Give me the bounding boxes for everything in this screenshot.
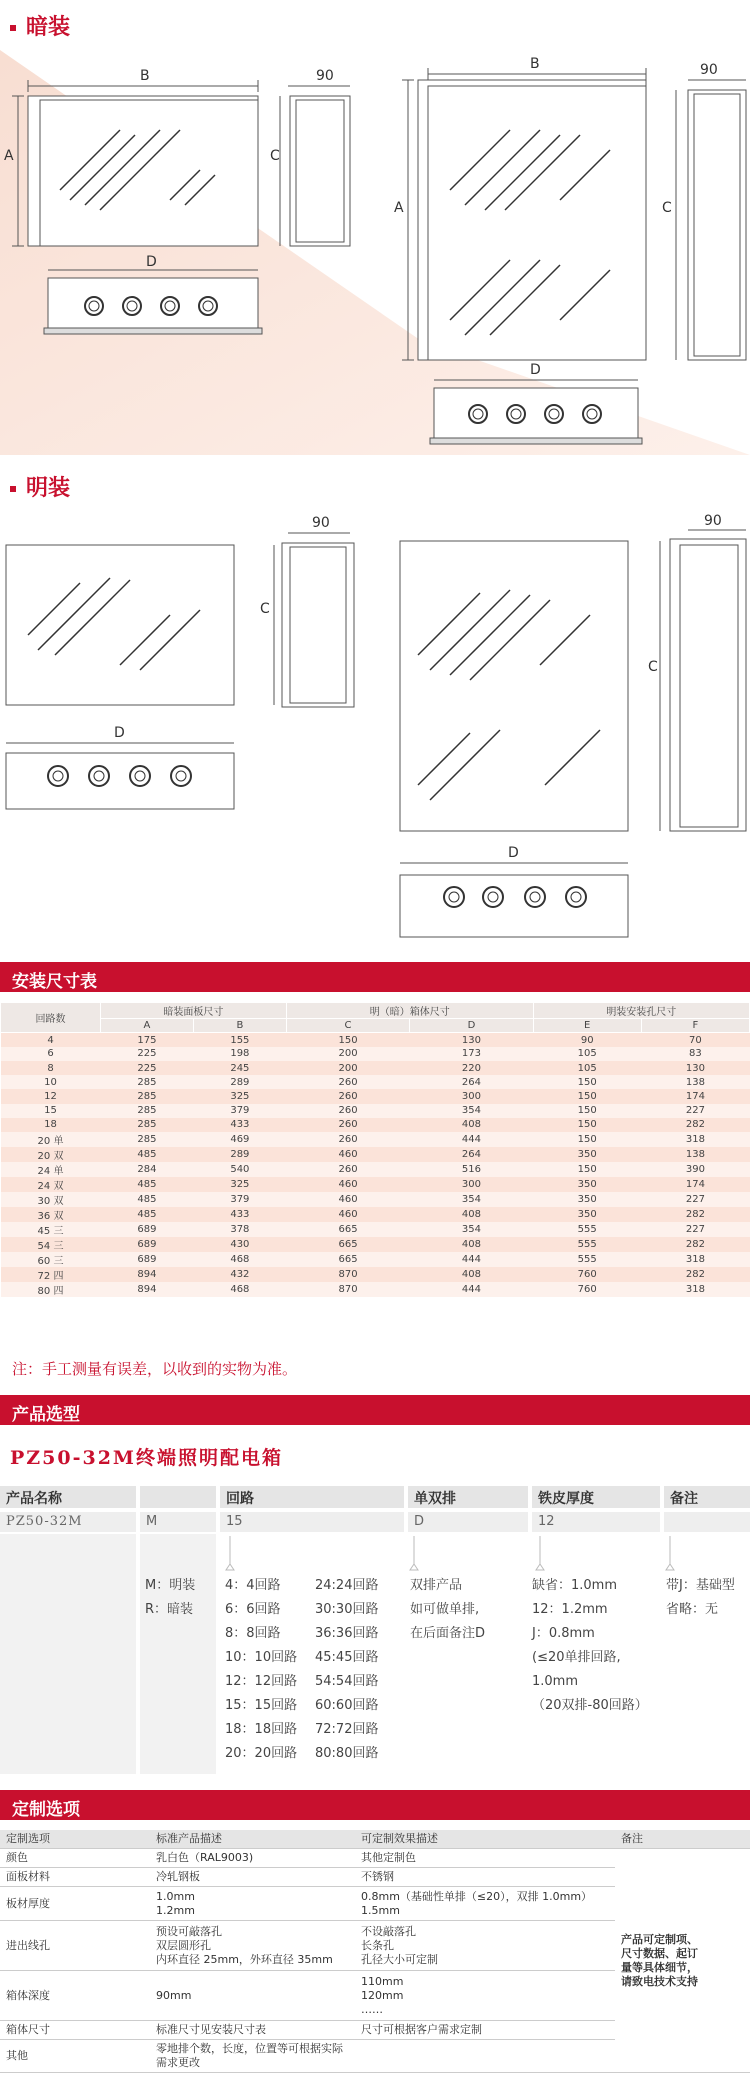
size-row <box>1 1237 750 1252</box>
col-c: C <box>286 1019 409 1033</box>
concealed-section <box>0 0 750 455</box>
custom-effect: 0.8mm（基础性单排（≤20），双排 1.0mm） 1.5mm <box>355 1887 615 1921</box>
size-cell: 555 <box>533 1222 641 1237</box>
custom-effect: 尺寸可根据客户需求定制 <box>355 2021 615 2040</box>
size-cell: 173 <box>410 1047 533 1061</box>
size-cell: 80 四 <box>1 1282 101 1297</box>
size-cell: 689 <box>101 1237 194 1252</box>
custom-standard: 90mm <box>150 1971 355 2021</box>
size-cell: 285 <box>101 1118 194 1132</box>
size-cell: 175 <box>101 1033 194 1047</box>
size-cell: 350 <box>533 1177 641 1192</box>
thick-options: 缺省：1.0mm 12：1.2mm J：0.8mm (≤20单排回路, 1.0mm （20双排-80回路） <box>532 1578 648 1713</box>
dim-depth-surface-large: 90 <box>704 513 722 529</box>
size-cell: 350 <box>533 1192 641 1207</box>
size-cell: 469 <box>193 1132 286 1147</box>
size-cell: 300 <box>410 1089 533 1103</box>
size-cell: 444 <box>410 1282 533 1297</box>
size-row <box>1 1061 750 1075</box>
col-a: A <box>101 1019 194 1033</box>
size-row <box>1 1222 750 1237</box>
size-cell: 83 <box>641 1047 749 1061</box>
size-cell: 282 <box>641 1237 749 1252</box>
size-cell: 260 <box>286 1118 409 1132</box>
size-cell: 430 <box>193 1237 286 1252</box>
size-cell: 325 <box>193 1177 286 1192</box>
dim-depth-large: 90 <box>700 62 718 78</box>
size-cell: 130 <box>641 1061 749 1075</box>
size-cell: 665 <box>286 1222 409 1237</box>
size-cell: 350 <box>533 1207 641 1222</box>
size-cell: 284 <box>101 1162 194 1177</box>
size-cell: 350 <box>533 1147 641 1162</box>
model-title: PZ50-32M终端照明配电箱 <box>10 1447 283 1469</box>
group-panel: 暗装面板尺寸 <box>101 1003 287 1019</box>
size-cell: 665 <box>286 1252 409 1267</box>
dim-a-large: A <box>394 200 404 216</box>
sel-head-mount <box>140 1486 216 1508</box>
size-cell: 408 <box>410 1237 533 1252</box>
size-cell: 408 <box>410 1118 533 1132</box>
selection-header: 产品选型 <box>0 1395 750 1425</box>
size-cell: 200 <box>286 1061 409 1075</box>
size-cell: 198 <box>193 1047 286 1061</box>
size-cell: 354 <box>410 1104 533 1118</box>
sel-val-row: D <box>408 1512 528 1532</box>
size-cell: 220 <box>410 1061 533 1075</box>
custom-col-option: 定制选项 <box>0 1830 150 1849</box>
size-cell: 485 <box>101 1147 194 1162</box>
size-row <box>1 1177 750 1192</box>
size-cell: 894 <box>101 1282 194 1297</box>
custom-option: 进出线孔 <box>0 1921 150 1971</box>
size-cell: 444 <box>410 1132 533 1147</box>
concealed-drawings <box>0 0 750 455</box>
size-cell: 72 四 <box>1 1267 101 1282</box>
size-cell: 468 <box>193 1252 286 1267</box>
size-cell: 12 <box>1 1089 101 1103</box>
sel-val-remark <box>664 1512 750 1532</box>
size-row <box>1 1252 750 1267</box>
sel-head-name: 产品名称 <box>0 1486 136 1508</box>
size-cell: 460 <box>286 1147 409 1162</box>
custom-effect: 110mm 120mm …… <box>355 1971 615 2021</box>
dim-d-large: D <box>530 362 541 378</box>
size-cell: 138 <box>641 1147 749 1162</box>
size-cell: 390 <box>641 1162 749 1177</box>
size-cell: 433 <box>193 1207 286 1222</box>
dim-depth-surface-small: 90 <box>312 515 330 531</box>
size-cell: 225 <box>101 1061 194 1075</box>
remark-options: 带J：基础型 省略：无 <box>666 1578 735 1617</box>
size-cell: 555 <box>533 1237 641 1252</box>
custom-effect <box>355 2040 615 2073</box>
size-cell: 289 <box>193 1147 286 1162</box>
size-cell: 20 单 <box>1 1132 101 1147</box>
size-cell: 689 <box>101 1222 194 1237</box>
size-cell: 433 <box>193 1118 286 1132</box>
dim-b-large: B <box>530 56 540 72</box>
size-cell: 4 <box>1 1033 101 1047</box>
size-cell: 260 <box>286 1132 409 1147</box>
size-cell: 408 <box>410 1207 533 1222</box>
dim-b-small: B <box>140 68 150 84</box>
size-cell: 6 <box>1 1047 101 1061</box>
size-cell: 318 <box>641 1132 749 1147</box>
size-cell: 150 <box>533 1075 641 1089</box>
circuit-options-1: 4：4回路 6：6回路 8：8回路 10：10回路 12：12回路 15：15回路 18：18回路 20：20回路 <box>225 1578 298 1761</box>
size-cell: 150 <box>533 1118 641 1132</box>
size-cell: 24 双 <box>1 1177 101 1192</box>
size-cell: 300 <box>410 1177 533 1192</box>
size-cell: 285 <box>101 1075 194 1089</box>
surface-section <box>0 455 750 955</box>
size-row <box>1 1147 750 1162</box>
size-cell: 282 <box>641 1207 749 1222</box>
size-cell: 10 <box>1 1075 101 1089</box>
custom-standard: 乳白色（RAL9003) <box>150 1849 355 1868</box>
size-cell: 105 <box>533 1047 641 1061</box>
size-row <box>1 1047 750 1061</box>
size-cell: 408 <box>410 1267 533 1282</box>
custom-row <box>0 1849 750 1868</box>
custom-col-standard: 标准产品描述 <box>150 1830 355 1849</box>
col-d: D <box>410 1019 533 1033</box>
custom-col-custom: 可定制效果描述 <box>355 1830 615 1849</box>
col-b: B <box>193 1019 286 1033</box>
size-cell: 150 <box>533 1104 641 1118</box>
custom-remark: 产品可定制项、 尺寸数据、起订 量等具体细节， 请致电技术支持 <box>615 1849 750 2073</box>
size-cell: 555 <box>533 1252 641 1267</box>
size-cell: 760 <box>533 1282 641 1297</box>
size-cell: 138 <box>641 1075 749 1089</box>
size-row <box>1 1075 750 1089</box>
dim-c-surface-large: C <box>648 659 658 675</box>
size-cell: 894 <box>101 1267 194 1282</box>
dim-depth-small: 90 <box>316 68 334 84</box>
size-cell: 150 <box>533 1132 641 1147</box>
dim-c-surface-small: C <box>260 601 270 617</box>
circuit-options-2: 24:24回路 30:30回路 36:36回路 45:45回路 54:54回路 60:60回路 72:72回路 80:80回路 <box>315 1578 379 1761</box>
size-cell: 285 <box>101 1132 194 1147</box>
size-cell: 225 <box>101 1047 194 1061</box>
size-cell: 60 三 <box>1 1252 101 1267</box>
custom-effect: 不设敲落孔 长条孔 孔径大小可定制 <box>355 1921 615 1971</box>
size-cell: 460 <box>286 1207 409 1222</box>
sel-mount-band <box>140 1534 216 1774</box>
size-cell: 460 <box>286 1177 409 1192</box>
size-row <box>1 1162 750 1177</box>
sel-head-remark: 备注 <box>664 1486 750 1508</box>
group-holes: 明装安装孔尺寸 <box>533 1003 749 1019</box>
size-cell: 432 <box>193 1267 286 1282</box>
size-cell: 282 <box>641 1267 749 1282</box>
size-cell: 260 <box>286 1104 409 1118</box>
size-cell: 485 <box>101 1177 194 1192</box>
sel-val-mount: M <box>140 1512 216 1532</box>
size-cell: 15 <box>1 1104 101 1118</box>
size-cell: 36 双 <box>1 1207 101 1222</box>
size-cell: 378 <box>193 1222 286 1237</box>
size-cell: 870 <box>286 1282 409 1297</box>
sel-head-row: 单双排 <box>408 1486 528 1508</box>
custom-option: 箱体尺寸 <box>0 2021 150 2040</box>
group-box: 明（暗）箱体尺寸 <box>286 1003 533 1019</box>
mount-options: M：明装 R：暗装 <box>145 1578 196 1617</box>
sel-val-circuit: 15 <box>220 1512 404 1532</box>
size-cell: 260 <box>286 1089 409 1103</box>
size-cell: 318 <box>641 1282 749 1297</box>
size-cell: 318 <box>641 1252 749 1267</box>
size-cell: 150 <box>533 1089 641 1103</box>
custom-option: 面板材料 <box>0 1868 150 1887</box>
size-cell: 665 <box>286 1237 409 1252</box>
custom-standard: 预设可敲落孔 双层圆形孔 内环直径 25mm，外环直径 35mm <box>150 1921 355 1971</box>
size-cell: 174 <box>641 1177 749 1192</box>
size-cell: 689 <box>101 1252 194 1267</box>
dim-d-small: D <box>146 254 157 270</box>
size-cell: 282 <box>641 1118 749 1132</box>
size-cell: 760 <box>533 1267 641 1282</box>
size-table-body <box>1 1033 750 1297</box>
size-cell: 468 <box>193 1282 286 1297</box>
size-cell: 70 <box>641 1033 749 1047</box>
size-cell: 379 <box>193 1192 286 1207</box>
size-cell: 150 <box>286 1033 409 1047</box>
size-row <box>1 1207 750 1222</box>
size-cell: 174 <box>641 1089 749 1103</box>
size-table-header: 安装尺寸表 <box>0 962 750 992</box>
dim-d-surface-small: D <box>114 725 125 741</box>
size-row <box>1 1192 750 1207</box>
measure-note: 注：手工测量有误差，以收到的实物为准。 <box>12 1360 298 1378</box>
size-cell: 485 <box>101 1192 194 1207</box>
size-cell: 54 三 <box>1 1237 101 1252</box>
dim-d-surface-large: D <box>508 845 519 861</box>
size-row <box>1 1267 750 1282</box>
size-cell: 325 <box>193 1089 286 1103</box>
sel-head-thick: 铁皮厚度 <box>532 1486 660 1508</box>
size-cell: 18 <box>1 1118 101 1132</box>
size-cell: 105 <box>533 1061 641 1075</box>
custom-standard: 标准尺寸见安装尺寸表 <box>150 2021 355 2040</box>
concealed-title: 暗装 <box>10 10 70 41</box>
size-cell: 45 三 <box>1 1222 101 1237</box>
dim-c-small: C <box>270 148 280 164</box>
size-cell: 227 <box>641 1192 749 1207</box>
custom-col-remark: 备注 <box>615 1830 750 1849</box>
size-row <box>1 1033 750 1047</box>
custom-standard: 1.0mm 1.2mm <box>150 1887 355 1921</box>
dim-a-small: A <box>4 148 14 164</box>
size-cell: 150 <box>533 1162 641 1177</box>
col-e: E <box>533 1019 641 1033</box>
size-cell: 285 <box>101 1104 194 1118</box>
size-cell: 516 <box>410 1162 533 1177</box>
custom-option: 板材厚度 <box>0 1887 150 1921</box>
custom-option: 颜色 <box>0 1849 150 1868</box>
custom-option: 箱体深度 <box>0 1971 150 2021</box>
custom-standard: 冷轧钢板 <box>150 1868 355 1887</box>
size-row <box>1 1104 750 1118</box>
size-cell: 90 <box>533 1033 641 1047</box>
size-cell: 354 <box>410 1222 533 1237</box>
size-cell: 285 <box>101 1089 194 1103</box>
size-cell: 379 <box>193 1104 286 1118</box>
surface-drawings <box>0 455 750 955</box>
size-cell: 130 <box>410 1033 533 1047</box>
size-cell: 227 <box>641 1222 749 1237</box>
custom-effect: 不锈钢 <box>355 1868 615 1887</box>
surface-title: 明装 <box>10 471 70 502</box>
custom-effect: 其他定制色 <box>355 1849 615 1868</box>
size-cell: 264 <box>410 1075 533 1089</box>
size-row <box>1 1118 750 1132</box>
size-cell: 485 <box>101 1207 194 1222</box>
size-cell: 264 <box>410 1147 533 1162</box>
size-cell: 8 <box>1 1061 101 1075</box>
size-row <box>1 1132 750 1147</box>
size-cell: 354 <box>410 1192 533 1207</box>
size-cell: 227 <box>641 1104 749 1118</box>
size-cell: 200 <box>286 1047 409 1061</box>
size-table <box>0 1002 750 1297</box>
sel-val-thick: 12 <box>532 1512 660 1532</box>
size-cell: 870 <box>286 1267 409 1282</box>
custom-option: 其他 <box>0 2040 150 2073</box>
col-f: F <box>641 1019 749 1033</box>
size-cell: 260 <box>286 1075 409 1089</box>
size-cell: 155 <box>193 1033 286 1047</box>
size-cell: 30 双 <box>1 1192 101 1207</box>
size-cell: 289 <box>193 1075 286 1089</box>
dim-c-large: C <box>662 200 672 216</box>
size-cell: 260 <box>286 1162 409 1177</box>
size-row <box>1 1089 750 1103</box>
sel-head-circuit: 回路 <box>220 1486 404 1508</box>
size-row <box>1 1282 750 1297</box>
custom-standard: 零地排个数，长度，位置等可根据实际需求更改 <box>150 2040 355 2073</box>
size-cell: 540 <box>193 1162 286 1177</box>
size-cell: 20 双 <box>1 1147 101 1162</box>
size-cell: 460 <box>286 1192 409 1207</box>
size-cell: 245 <box>193 1061 286 1075</box>
row-options: 双排产品 如可做单排, 在后面备注D <box>410 1578 486 1641</box>
custom-header: 定制选项 <box>0 1790 750 1820</box>
col-circuits: 回路数 <box>1 1003 101 1033</box>
custom-table-body <box>0 1849 750 2073</box>
sel-val-name: PZ50-32M <box>0 1512 136 1532</box>
size-cell: 444 <box>410 1252 533 1267</box>
size-cell: 24 单 <box>1 1162 101 1177</box>
custom-table <box>0 1830 750 2073</box>
